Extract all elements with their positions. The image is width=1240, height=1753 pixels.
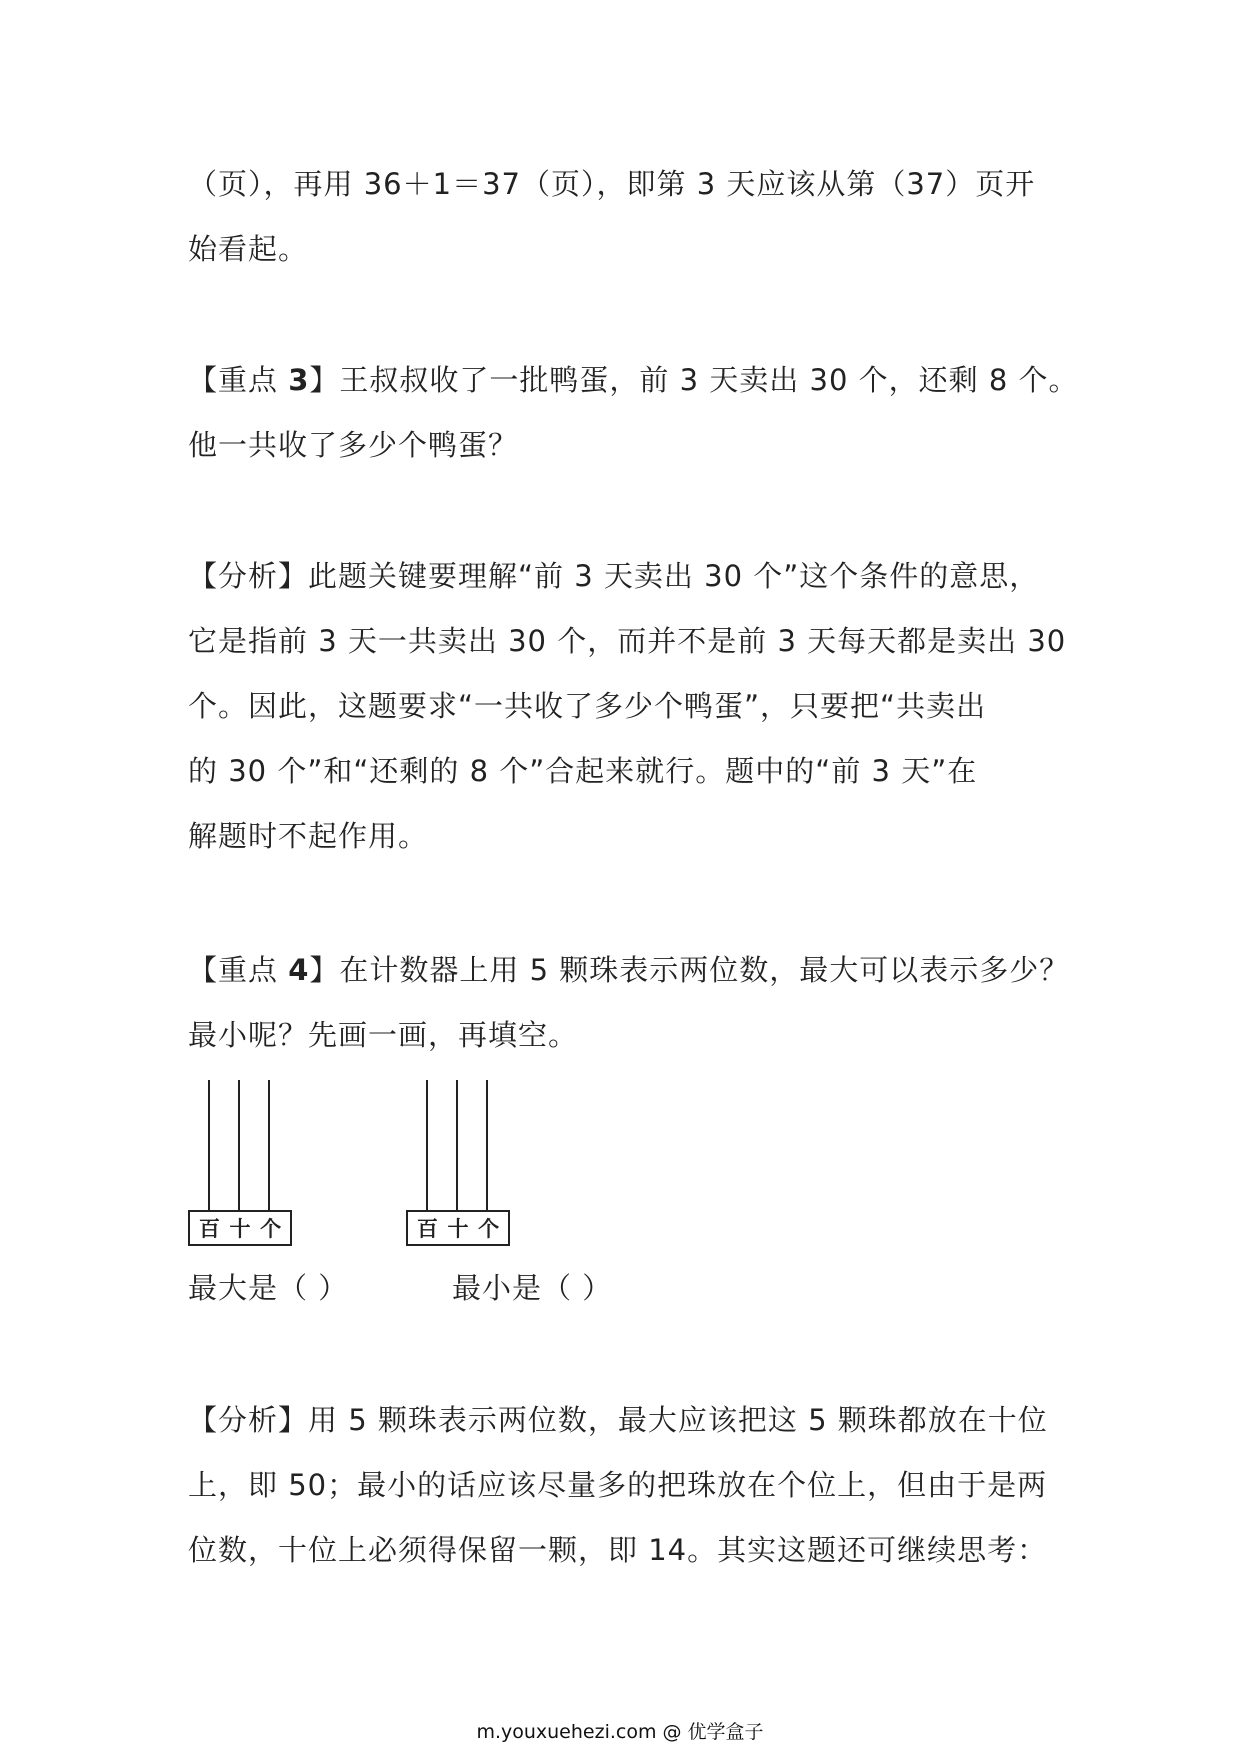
counter-base [406,1210,510,1246]
text-line: 上，即 50；最小的话应该尽量多的把珠放在个位上，但由于是两 [188,1468,1048,1502]
place-label-tens: 十 [447,1217,469,1241]
text-line: 位数，十位上必须得保留一颗，即 14。其实这题还可继续思考： [188,1533,1048,1567]
question-text: 王叔叔收了一批鸭蛋，前 3 天卖出 30 个，还剩 8 个。 [339,363,1079,397]
place-label-hundreds: 百 [198,1217,220,1241]
text-line: 最小呢？先画一画，再填空。 [188,1018,579,1052]
ones-rod [268,1080,270,1210]
section-number: 4 [288,953,310,987]
point-3-question [188,348,1079,478]
section-tag-end: 】 [309,363,340,397]
place-label-tens: 十 [229,1217,251,1241]
section-tag: 【重点 [188,363,289,397]
text-line: 的 30 个”和“还剩的 8 个”合起来就行。题中的“前 3 天”在 [188,754,978,788]
ones-rod [486,1080,488,1210]
analysis-text: 用 5 颗珠表示两位数，最大应该把这 5 颗珠都放在十位 [308,1403,1048,1437]
place-label-hundreds: 百 [416,1217,438,1241]
question-text: 在计数器上用 5 颗珠表示两位数，最大可以表示多少？ [339,953,1070,987]
counter-base [188,1210,292,1246]
text-line: 它是指前 3 天一共卖出 30 个，而并不是前 3 天每天都是卖出 30 [188,624,1067,658]
text-line [188,938,1070,1003]
analysis-3-paragraph [188,544,1067,869]
text-line [188,544,1058,609]
section-tag: 【重点 [188,953,289,987]
analysis-tag: 【分析】 [188,1403,309,1437]
abacus-counter-left [188,1080,298,1240]
tens-rod [238,1080,240,1210]
hundreds-rod [426,1080,428,1210]
analysis-4-paragraph [188,1388,1058,1583]
text-line [188,348,1079,413]
section-tag-end: 】 [309,953,340,987]
text-line: 个。因此，这题要求“一共收了多少个鸭蛋”，只要把“共卖出 [188,689,987,723]
continuation-paragraph [188,152,1058,282]
analysis-text: 此题关键要理解“前 3 天卖出 30 个”这个条件的意思， [308,559,1040,593]
abacus-counter-right [406,1080,516,1240]
text-line [188,1388,1058,1453]
text-line: 始看起。 [188,232,309,266]
place-label-ones: 个 [260,1217,282,1241]
hundreds-rod [208,1080,210,1210]
analysis-tag: 【分析】 [188,559,309,593]
tens-rod [456,1080,458,1210]
text-line: （页），再用 36＋1＝37（页），即第 3 天应该从第（37）页开 [188,167,1036,201]
point-4-question [188,938,1070,1068]
text-line: 他一共收了多少个鸭蛋？ [188,428,519,462]
min-answer-blank: 最小是（ ） [452,1271,613,1305]
place-label-ones: 个 [478,1217,500,1241]
section-number: 3 [288,363,310,397]
page-footer-watermark: m.youxuehezi.com @ 优学盒子 [476,1721,764,1743]
max-answer-blank: 最大是（ ） [188,1271,349,1305]
text-line: 解题时不起作用。 [188,819,429,853]
